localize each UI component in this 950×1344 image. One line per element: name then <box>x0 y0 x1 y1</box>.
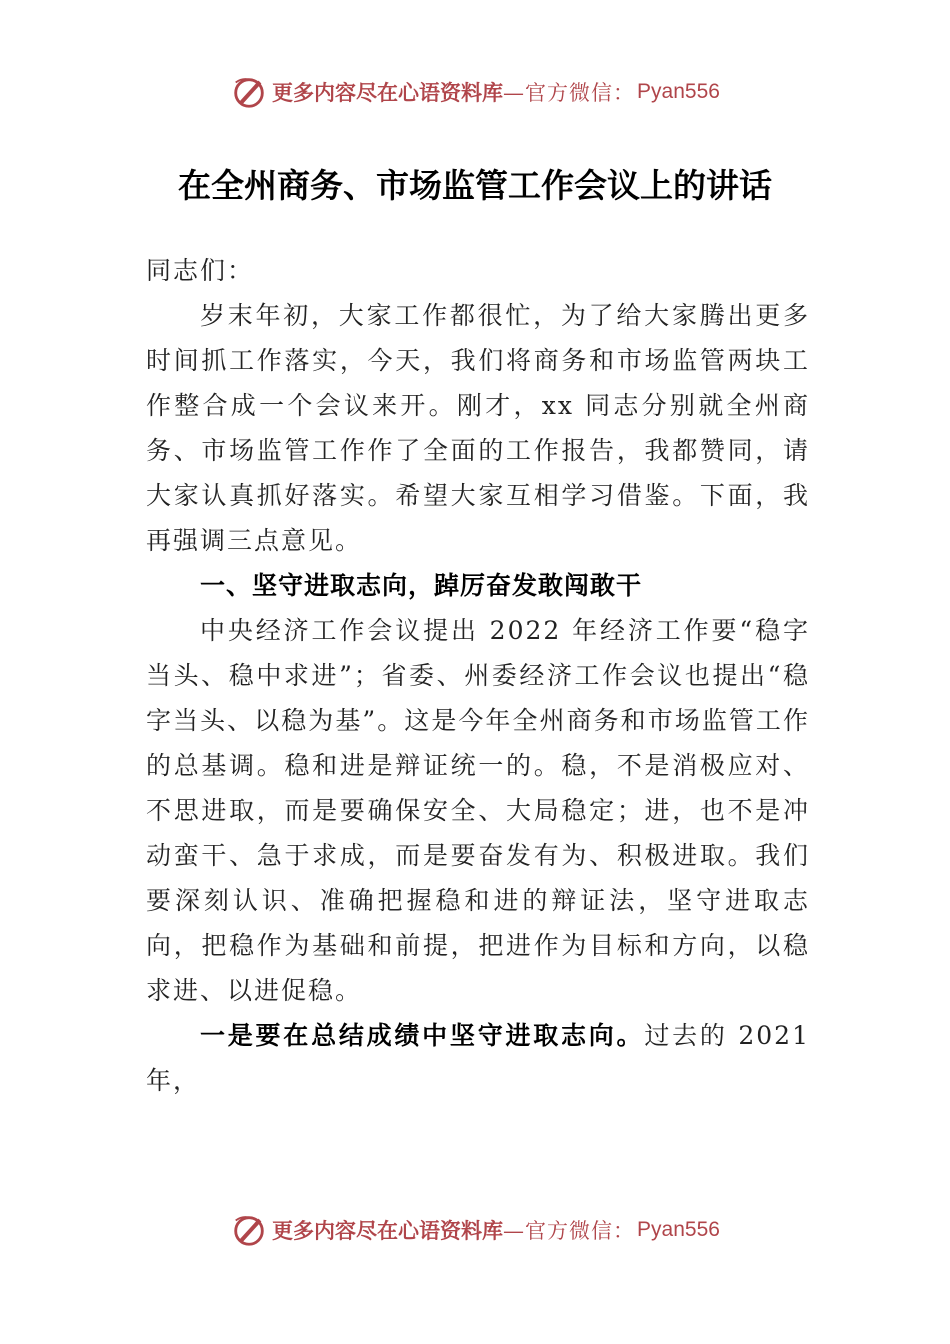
pen-logo-icon <box>230 1211 268 1249</box>
banner-wechat-id: Pyan556 <box>637 1218 720 1241</box>
salutation: 同志们： <box>146 256 255 285</box>
paragraph-intro: 岁末年初，大家工作都很忙，为了给大家腾出更多时间抓工作落实，今天，我们将商务和市场监管两块工作整合成一个会议来开。刚才，xx 同志分别就全州商务、市场监管工作作了全面的工作报告，我都赞同，请大家认真抓好落实。希望大家互相学习借鉴。下面，我再强调三点意见。 <box>146 301 810 555</box>
header-banner <box>0 72 950 112</box>
point-1-lead: 一是要在总结成绩中坚守进取志向。 <box>200 1021 645 1050</box>
pen-logo-icon <box>230 73 268 111</box>
section-heading-1: 一、坚守进取志向，踔厉奋发敢闯敢干 <box>200 571 643 600</box>
banner-brand: 更多内容尽在心语资料库 <box>272 80 504 105</box>
footer-banner <box>0 1210 950 1250</box>
paragraph-section-1: 中央经济工作会议提出 2022 年经济工作要“稳字当头、稳中求进”；省委、州委经济工作会议也提出“稳字当头、以稳为基”。这是今年全州商务和市场监管工作的总基调。稳和进是辩证统一的。稳，不是消极应对、不思进取，而是要确保安全、大局稳定；进，也不是冲动蛮干、急于求成，而是要奋发有为、积极进取。我们要深刻认识、准确把握稳和进的辩证法，坚守进取志向，把稳作为基础和前提，把进作为目标和方向，以稳求进、以进促稳。 <box>146 616 810 1005</box>
banner-wechat-id: Pyan556 <box>637 80 720 103</box>
point-1-text: 过去的 2021 年， <box>146 1021 810 1095</box>
banner-official: —官方微信： <box>503 1219 636 1243</box>
banner-brand: 更多内容尽在心语资料库 <box>272 1218 504 1243</box>
paragraph-point-1 <box>146 1013 810 1103</box>
banner-official: —官方微信： <box>503 81 636 105</box>
document-body <box>146 248 810 1103</box>
page-title: 在全州商务、市场监管工作会议上的讲话 <box>178 166 772 205</box>
